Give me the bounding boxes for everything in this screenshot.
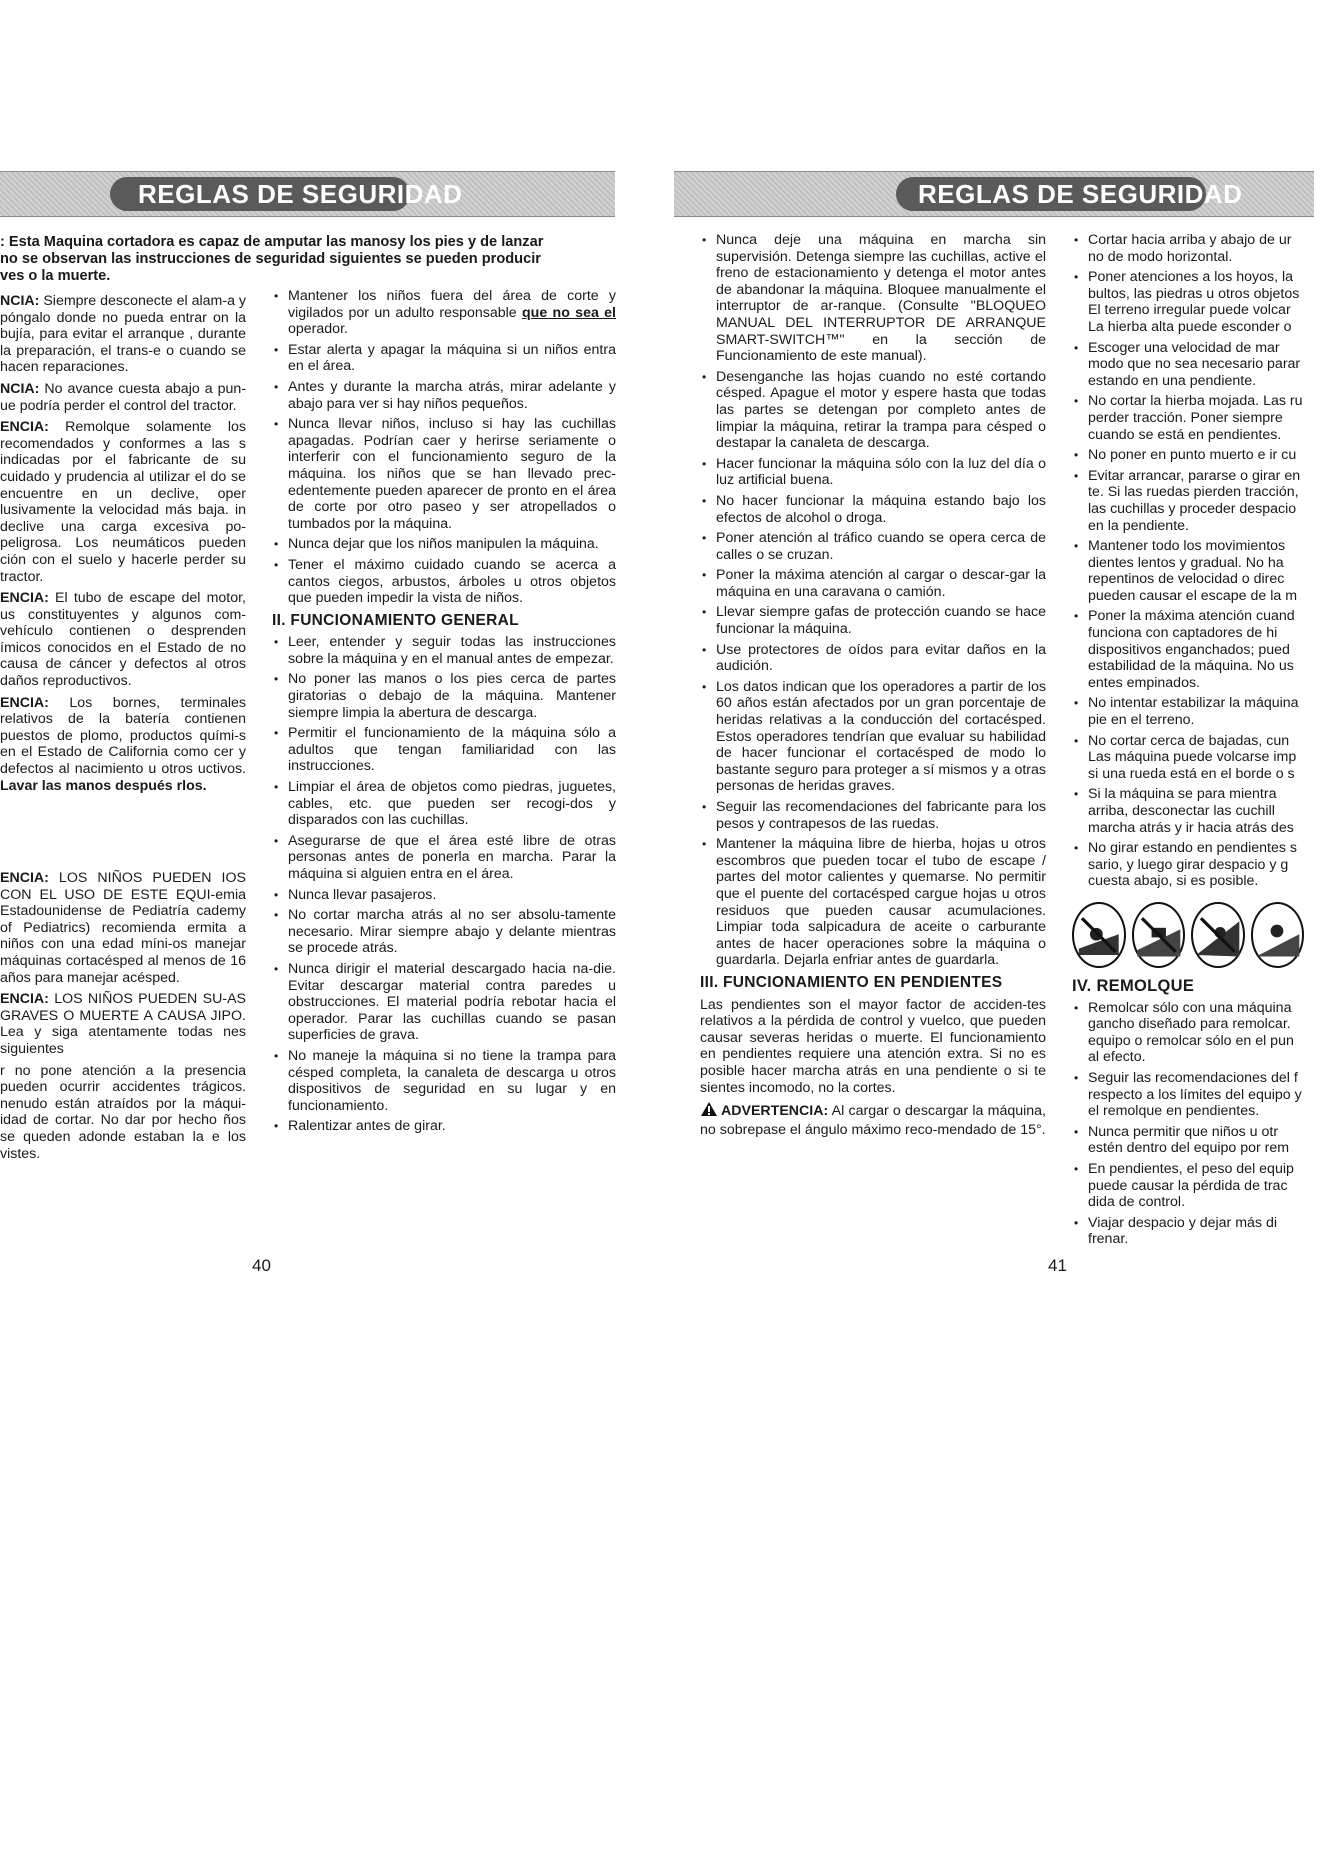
list-item: • Mantener la máquina libre de hierba, hojas u otros escombros que pueden tocar el tubo de escape / partes del motor calientes y quemarse. No permitir que el puente del cortacésped cargue hojas u otros residuos que pueden causar acumulaciones. Limpiar toda salpicadura de aceite o carburante antes de hacer operaciones sobre la máquina o guardarla. Dejarla enfriar antes de guardarla. bbox=[700, 836, 1046, 969]
general-operation-list bbox=[272, 634, 616, 1135]
prohibition-icons bbox=[1072, 902, 1304, 968]
right-banner bbox=[674, 171, 1314, 217]
intro-line-3: ves o la muerte. bbox=[0, 268, 111, 284]
list-item: • No hacer funcionar la máquina estando bajo los efectos de alcohol o droga. bbox=[700, 493, 1046, 526]
list-item: • Use protectores de oídos para evitar daños en la audición. bbox=[700, 642, 1046, 675]
column-1b bbox=[0, 870, 246, 1167]
column-4-clip bbox=[1072, 232, 1324, 1252]
list-item: • Limpiar el área de objetos como piedras, juguetes, cables, etc. que pueden ser recogi-dos y disparados con las cuchillas. bbox=[272, 779, 616, 829]
column-3 bbox=[700, 232, 1046, 1143]
column-2 bbox=[272, 288, 616, 1139]
list-item: • Seguir las recomendaciones del fabricante para los pesos y contrapesos de las ruedas. bbox=[700, 799, 1046, 832]
warning-paragraph: ENCIA: Remolque solamente los recomendados y conformes a las s indicadas por el fabricante de su cuidado y prudencia al utilizar el do se encuentre en un declive, oper lusivamente la velocidad más baja. in declive una carga excesiva po-peligrosa. Los neumáticos pueden ción con el suelo y hacerle perder su tractor. bbox=[0, 419, 246, 585]
list-item: • Nunca llevar niños, incluso si hay las cuchillas apagadas. Podrían caer y herirse seriamente o interferir con el funcionamiento seguro de la máquina. los niños que se han llevado prec-edentemente pueden aparecer de pronto en el área de corte por otro paseo y ser atropellados o tumbados por la máquina. bbox=[272, 416, 616, 532]
warning-paragraph: ENCIA: El tubo de escape del motor, us constituyentes y algunos com-vehículo contienen o desprenden ímicos conocidos en el Estado de no causa de cáncer y defectos al otros daños reproductivos. bbox=[0, 590, 246, 690]
column-4 bbox=[1072, 232, 1304, 1252]
right-page-title: REGLAS DE SEGURIDAD bbox=[918, 179, 1243, 209]
list-item: • Estar alerta y apagar la máquina si un niños entra en el área. bbox=[272, 342, 616, 375]
slopes-list bbox=[1072, 232, 1304, 890]
list-item: • No intentar estabilizar la máquina pie en el terreno. bbox=[1072, 695, 1304, 728]
list-item: • Nunca dejar que los niños manipulen la máquina. bbox=[272, 536, 616, 553]
list-item: • Hacer funcionar la máquina sólo con la luz del día o luz artificial buena. bbox=[700, 456, 1046, 489]
list-item: • Llevar siempre gafas de protección cuando se hace funcionar la máquina. bbox=[700, 604, 1046, 637]
section-heading-general: II. FUNCIONAMIENTO GENERAL bbox=[272, 611, 519, 629]
list-item: • Mantener los niños fuera del área de corte y vigilados por un adulto responsable que no sea el operador. bbox=[272, 288, 616, 338]
column-3-clip bbox=[700, 232, 1050, 1252]
list-item: • Leer, entender y seguir todas las instrucciones sobre la máquina y en el manual antes de empezar. bbox=[272, 634, 616, 667]
warning-paragraph: ENCIA: LOS NIÑOS PUEDEN IOS CON EL USO DE ESTE EQUI-emia Estadounidense de Pediatría cademy of Pediatrics) recomienda ermita a niños con una edad míni-os manejar máquinas cortacésped al menos de 16 años para manejar acésped. bbox=[0, 870, 246, 986]
list-item: • Antes y durante la marcha atrás, mirar adelante y abajo para ver si hay niños pequeños. bbox=[272, 379, 616, 412]
list-item: • Remolcar sólo con una máquina gancho diseñado para remolcar. equipo o remolcar sólo en el pun al efecto. bbox=[1072, 1000, 1304, 1066]
list-item: • Mantener todo los movimientos dientes lentos y gradual. No ha repentinos de velocidad o direc pueden causar el escape de la m bbox=[1072, 538, 1304, 604]
list-item: • Asegurarse de que el área esté libre de otras personas antes de ponerla en marcha. Parar la máquina si alguien entra en el área. bbox=[272, 833, 616, 883]
no-mowing-across-slope-icon bbox=[1072, 902, 1126, 968]
list-item: • Evitar arrancar, pararse o girar en te. Si las ruedas pierden tracción, las cuchillas y proceder despacio en la pendiente. bbox=[1072, 468, 1304, 534]
list-item: • Poner la máxima atención al cargar o descar-gar la máquina en una caravana o camión. bbox=[700, 567, 1046, 600]
list-item: • Poner atenciones a los hoyos, la bultos, las piedras u otros objetos El terreno irregular puede volcar La hierba alta puede esconder o bbox=[1072, 269, 1304, 335]
list-item: • No maneje la máquina si no tiene la trampa para césped completa, la canaleta de descarga u otros dispositivos de seguridad en su lugar y en funcionamiento. bbox=[272, 1048, 616, 1114]
list-item: • Desenganche las hojas cuando no esté cortando césped. Apague el motor y espere hasta que todas las partes se detengan por completo antes de limpiar la máquina, retirar la trampa para césped o destapar la canaleta de descarga. bbox=[700, 369, 1046, 452]
column-2-clip bbox=[272, 288, 618, 1248]
list-item: • Tener el máximo cuidado cuando se acerca a cantos ciegos, arbustos, árboles u otros objetos que pueden impedir la vista de niños. bbox=[272, 557, 616, 607]
left-page-title: REGLAS DE SEGURIDAD bbox=[138, 179, 463, 209]
no-steep-slope-icon bbox=[1191, 902, 1245, 968]
advertencia-paragraph: ADVERTENCIA: Al cargar o descargar la máquina, no sobrepase el ángulo máximo reco-mendado de 15°. bbox=[700, 1103, 1046, 1138]
warning-paragraph: r no pone atención a la presencia pueden ocurrir accidentes trágicos. nenudo están atraídos por la máqui-idad de cortar. No dar por hecho ños se queden adonde estaban la e los vistes. bbox=[0, 1062, 246, 1162]
list-item: • Si la máquina se para mientra arriba, desconectar las cuchill marcha atrás y ir hacia atrás des bbox=[1072, 786, 1304, 836]
list-item: • Los datos indican que los operadores a partir de los 60 años están afectados por un gran porcentaje de heridas relativas a la conducción del cortacésped. Estos operadores tendrían que evaluar su habilidad de hacer funcionar el cortacésped de modo lo bastante seguro para proteger a sí mismos y a otras personas de heridas graves. bbox=[700, 679, 1046, 795]
list-item: • Poner la máxima atención cuand funciona con captadores de hi dispositivos enganchados; pued estabilidad de la máquina. No us entes empinados. bbox=[1072, 608, 1304, 691]
warning-paragraph: ENCIA: Los bornes, terminales relativos de la batería contienen puestos de plomo, productos quími-s en el Estado de California como cer y defectos al nacimiento u otros uctivos. Lavar las manos después rlos. bbox=[0, 694, 246, 794]
list-item: • Poner atención al tráfico cuando se opera cerca de calles o se cruzan. bbox=[700, 530, 1046, 563]
list-item: • Ralentizar antes de girar. bbox=[272, 1118, 616, 1135]
column-1b-clip bbox=[0, 870, 250, 1215]
list-item: • Nunca dirigir el material descargado hacia na-die. Evitar descargar material contra paredes u obstrucciones. El material podría rebotar hacia el operador. Parar las cuchillas cuando se pasan superficies de grava. bbox=[272, 961, 616, 1044]
list-item: • No poner en punto muerto e ir cu bbox=[1072, 447, 1304, 464]
tip-over-hazard-icon bbox=[1251, 902, 1305, 968]
list-item: • Seguir las recomendaciones del f respecto a los límites del equipo y el remolque en pendientes. bbox=[1072, 1070, 1304, 1120]
warning-paragraph: NCIA: No avance cuesta abajo a pun-ue podría perder el control del tractor. bbox=[0, 380, 246, 414]
page-number-right: 41 bbox=[1048, 1256, 1067, 1275]
slopes-paragraph: Las pendientes son el mayor factor de acciden-tes relativos a la pérdida de control y vuelco, que pueden causar severas heridas o muerte. El funcionamiento en pendientes requiere una atención extra. Si no es posible hacer marcha atrás en una pendiente o si te sientes incomodo, no la cortes. bbox=[700, 996, 1046, 1096]
section-heading-towing: IV. REMOLQUE bbox=[1072, 976, 1195, 995]
section-heading-slopes: III. FUNCIONAMIENTO EN PENDIENTES bbox=[700, 973, 1003, 991]
left-banner bbox=[0, 171, 615, 217]
list-item: • Escoger una velocidad de mar modo que no sea necesario parar estando en una pendiente. bbox=[1072, 340, 1304, 390]
list-item: • No girar estando en pendientes s sario, y luego girar despacio y g cuesta abajo, si es posible. bbox=[1072, 840, 1304, 890]
warning-triangle-icon bbox=[700, 1101, 718, 1122]
list-item: • No poner las manos o los pies cerca de partes giratorias o debajo de la máquina. Mantener siempre limpia la abertura de descarga. bbox=[272, 671, 616, 721]
list-item: • No cortar la hierba mojada. Las ru perder tracción. Poner siempre cuando se está en pendientes. bbox=[1072, 393, 1304, 443]
list-item: • Viajar despacio y dejar más di frenar. bbox=[1072, 1215, 1304, 1248]
intro-warning bbox=[0, 234, 616, 292]
list-item: • Nunca llevar pasajeros. bbox=[272, 887, 616, 904]
operation-list bbox=[700, 232, 1046, 969]
list-item: • En pendientes, el peso del equip puede causar la pérdida de trac dida de control. bbox=[1072, 1161, 1304, 1211]
intro-line-2: no se observan las instrucciones de seguridad siguientes se pueden producir bbox=[0, 251, 541, 267]
towing-list bbox=[1072, 1000, 1304, 1248]
list-item: • Nunca deje una máquina en marcha sin supervisión. Detenga siempre las cuchillas, active el freno de estacionamiento y detenga el motor antes de abandonar la máquina. Bloquee manualmente el interruptor de ar-ranque. (Consulte "BLOQUEO MANUAL DEL INTERRUPTOR DE ARRANQUE SMART-SWITCH™" en la sección de Funcionamiento de este manual). bbox=[700, 232, 1046, 365]
warning-paragraph: NCIA: Siempre desconecte el alam-a y póngalo donde no pueda entrar on la bujía, para evitar el arranque , durante la preparación, el trans-e o cuando se hacen reparaciones. bbox=[0, 293, 247, 376]
column-1-clip bbox=[0, 293, 250, 794]
list-item: • Permitir el funcionamiento de la máquina sólo a adultos que tengan familiaridad con las instrucciones. bbox=[272, 725, 616, 775]
list-item: • Nunca permitir que niños u otr estén dentro del equipo por rem bbox=[1072, 1124, 1304, 1157]
page-number-left: 40 bbox=[252, 1256, 271, 1275]
intro-line-1: : Esta Maquina cortadora es capaz de amputar las manosy los pies y de lanzar bbox=[0, 234, 544, 250]
warning-paragraph: ENCIA: LOS NIÑOS PUEDEN SU-AS GRAVES O MUERTE A CAUSA JIPO. Lea y siga atentamente todas nes siguientes bbox=[0, 991, 246, 1057]
no-turning-on-slope-icon bbox=[1132, 902, 1186, 968]
column-1 bbox=[0, 293, 246, 799]
list-item: • No cortar cerca de bajadas, cun Las máquina puede volcarse imp si una rueda está en el borde o s bbox=[1072, 733, 1304, 783]
children-safety-list bbox=[272, 288, 616, 607]
list-item: • Cortar hacia arriba y abajo de ur no de modo horizontal. bbox=[1072, 232, 1304, 265]
list-item: • No cortar marcha atrás al no ser absolu-tamente necesario. Mirar siempre abajo y delante mientras se procede atrás. bbox=[272, 907, 616, 957]
